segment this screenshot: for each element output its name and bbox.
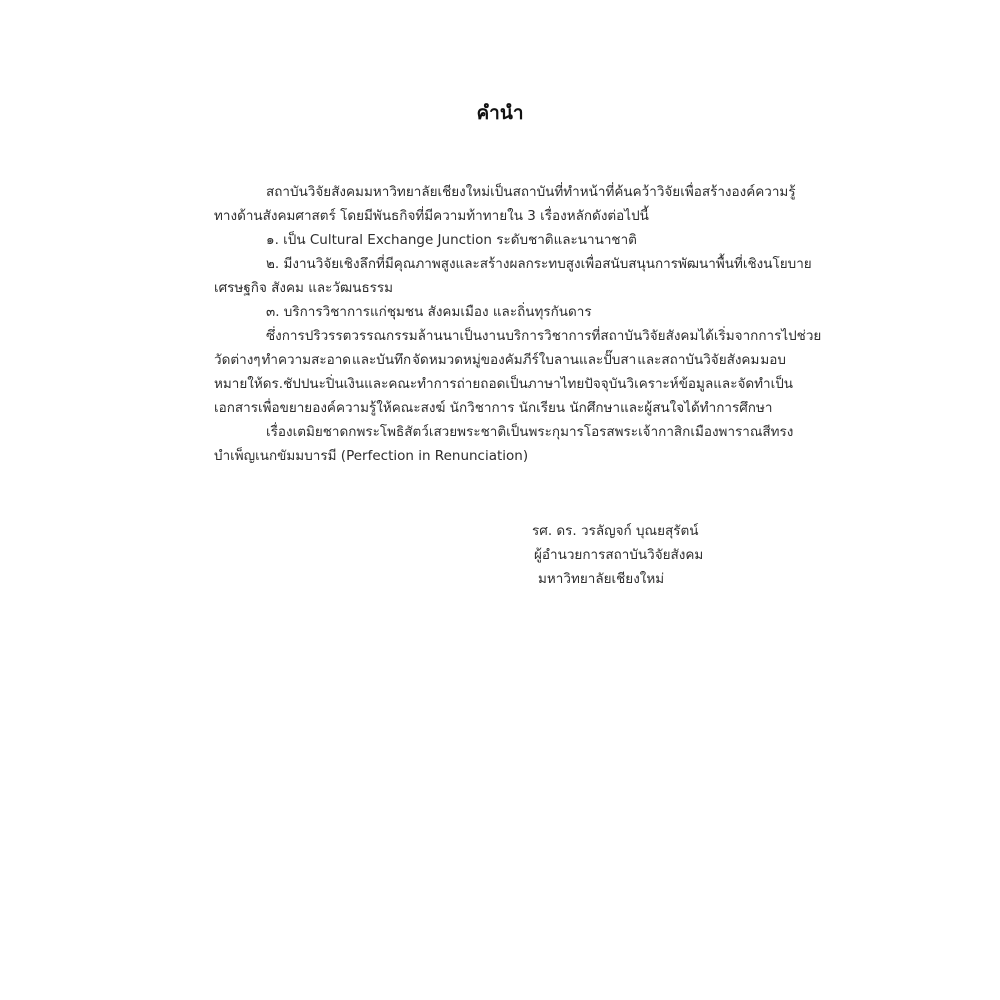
text-segment: และสถาบันวิจัยสังคม [637, 352, 760, 368]
text-segment: ปิ่นเงิน [325, 376, 365, 392]
text-segment: เมืองพาราณสี [690, 424, 771, 440]
page-title: คำนำ [476, 102, 524, 124]
text-segment: พระโพธิสัตว์เสวยพระชาติเป็นพระกุมาร [356, 424, 584, 440]
list-item-3: ๓. บริการวิชาการแก่ชุมชน สังคมเมือง และถิ่นทุรกันดาร [266, 304, 592, 320]
text-segment: และคณะ [364, 376, 418, 392]
text-segment: วิจัย [656, 184, 681, 200]
text-segment: ทำความสะอาด [261, 352, 352, 368]
text-segment: และบันทึก [352, 352, 412, 368]
list-item-2-line-2: เศรษฐกิจ สังคม และวัฒนธรรม [214, 280, 394, 296]
paragraph-1-line-2: ทางด้านสังคมศาสตร์ โดยมีพันธกิจที่มีความท้าทายใน 3 เรื่องหลักดังต่อไปนี้ [214, 208, 649, 224]
paragraph-3-line-2: บำเพ็ญเนกขัมมบารมี (Perfection in Renunciation) [214, 448, 529, 464]
signature-organization: มหาวิทยาลัยเชียงใหม่ [538, 571, 665, 587]
text-segment: วัดต่างๆ [214, 352, 261, 368]
text-segment: ดร. [262, 376, 284, 392]
text-segment: ซึ่งการปริวรรตวรรณกรรมล้านนา [266, 328, 460, 344]
text-segment: เพื่อสร้างองค์ความรู้ [680, 184, 796, 200]
text-segment: ชัปปนะ [283, 376, 326, 392]
text-segment: ทำการถ่ายถอดเป็นภาษาไทยปัจจุบัน [417, 376, 627, 392]
paragraph-2-line-2 [214, 348, 786, 370]
paragraph-3-line-1 [266, 420, 794, 442]
paragraph-1-line-1 [266, 180, 796, 202]
text-segment: มอบ [760, 352, 786, 368]
text-segment: เป็นสถาบันที่ทำหน้าที่ค้นคว้า [490, 184, 657, 200]
text-segment: เรื่อง [266, 424, 293, 440]
text-segment: จัดหมวดหมู่ของคัมภีร์ใบลานและปั๊บสา [412, 352, 637, 368]
paragraph-2-line-4: เอกสารเพื่อขยายองค์ความรู้ให้คณะสงฆ์ นักวิชาการ นักเรียน นักศึกษาและผู้สนใจได้ทำการศึกษา [214, 400, 773, 416]
text-segment: เป็นงานบริการวิชาการที่สถาบันวิจัยสังคมได้เริ่มจากการ [459, 328, 782, 344]
signature-position: ผู้อำนวยการสถาบันวิจัยสังคม [534, 547, 704, 563]
text-segment: หมายให้ [214, 376, 263, 392]
text-segment: สถาบันวิจัยสังคม [266, 184, 364, 200]
text-segment: มหาวิทยาลัยเชียงใหม่ [363, 184, 491, 200]
paragraph-2-line-3 [214, 372, 794, 394]
text-segment: เตมิยชาดก [292, 424, 357, 440]
list-item-1: ๑. เป็น Cultural Exchange Junction ระดับชาติและนานาชาติ [266, 232, 637, 248]
text-segment: ทรง [770, 424, 794, 440]
text-segment: โอรสพระเจ้ากาสิก [583, 424, 691, 440]
text-segment: วิเคราะห์ข้อมูลและจัดทำเป็น [626, 376, 794, 392]
list-item-2-line-1: ๒. มีงานวิจัยเชิงลึกที่มีคุณภาพสูงและสร้างผลกระทบสูงเพื่อสนับสนุนการพัฒนาพื้นที่เชิงนโยบาย [266, 256, 812, 272]
paragraph-2-line-1 [266, 324, 822, 346]
text-segment: ไปช่วย [781, 328, 822, 344]
signature-name: รศ. ดร. วรลัญจก์ บุณยสุรัตน์ [532, 523, 699, 539]
